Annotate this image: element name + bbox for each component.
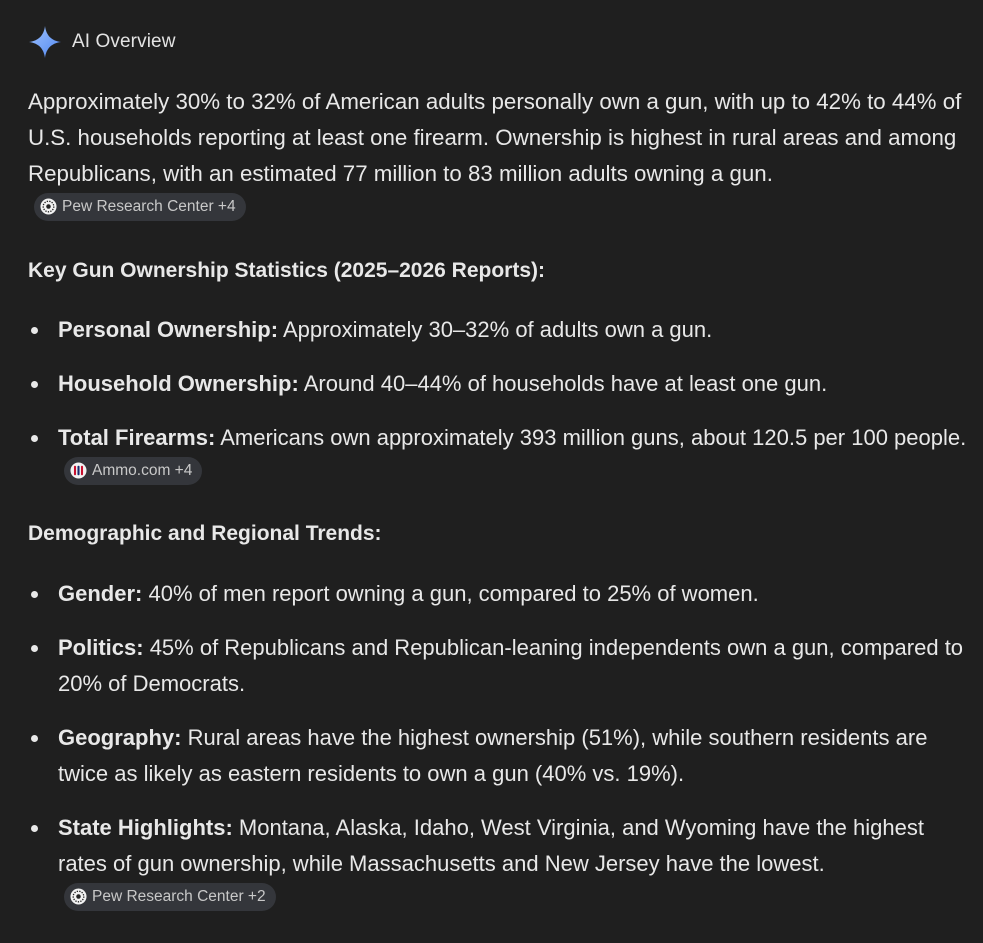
pew-favicon-icon [40,198,57,215]
list-item [28,630,973,702]
intro-text: Approximately 30% to 32% of American adults personally own a gun, with up to 42% to 44% of U.S. households reporting at least one firearm. Ownership is highest in rural areas and among Republicans, with an estimated 77 million to 83 million adults owning a gun. [28,89,962,186]
stat-term: Household Ownership: [58,371,299,396]
list-item [28,810,973,918]
stat-text: Approximately 30–32% of adults own a gun. [278,317,713,342]
intro-paragraph [28,84,973,228]
trend-text: 40% of men report owning a gun, compared to 25% of women. [142,581,759,606]
trend-term: Geography: [58,725,182,750]
list-item [28,312,973,348]
source-chip-label: Pew Research Center +4 [62,197,236,215]
key-stats-list [28,312,973,492]
stat-text: Americans own approximately 393 million guns, about 120.5 per 100 people. [215,425,967,450]
source-chip-pew-2[interactable] [64,883,276,911]
stat-text: Around 40–44% of households have at least one gun. [298,371,828,396]
list-item [28,366,973,402]
source-chip-label: Ammo.com +4 [92,461,193,479]
sparkle-icon [28,25,62,59]
ai-overview-title: AI Overview [72,31,176,52]
pew-favicon-icon [70,888,87,905]
trend-text: Rural areas have the highest ownership (51%), while southern residents are twice as likely as eastern residents to own a gun (40% vs. 19%). [58,725,928,786]
ai-overview-header [28,24,176,60]
trend-term: Politics: [58,635,144,660]
ammo-favicon-icon [70,462,87,479]
source-chip-label: Pew Research Center +2 [92,887,266,905]
trend-text: 45% of Republicans and Republican-leaning independents own a gun, compared to 20% of Democrats. [58,635,964,696]
trend-term: Gender: [58,581,143,606]
demographics-list [28,576,973,918]
trend-text: Montana, Alaska, Idaho, West Virginia, and Wyoming have the highest rates of gun ownership, while Massachusetts and New Jersey have the lowest. [58,815,924,876]
list-item [28,576,973,612]
trend-term: State Highlights: [58,815,233,840]
stat-term: Personal Ownership: [58,317,279,342]
source-chip-pew[interactable] [34,193,246,221]
source-chip-ammo[interactable] [64,457,202,485]
demographics-heading: Demographic and Regional Trends: [28,522,382,545]
list-item [28,720,973,792]
key-stats-heading: Key Gun Ownership Statistics (2025–2026 Reports): [28,259,546,282]
stat-term: Total Firearms: [58,425,216,450]
list-item [28,420,973,492]
